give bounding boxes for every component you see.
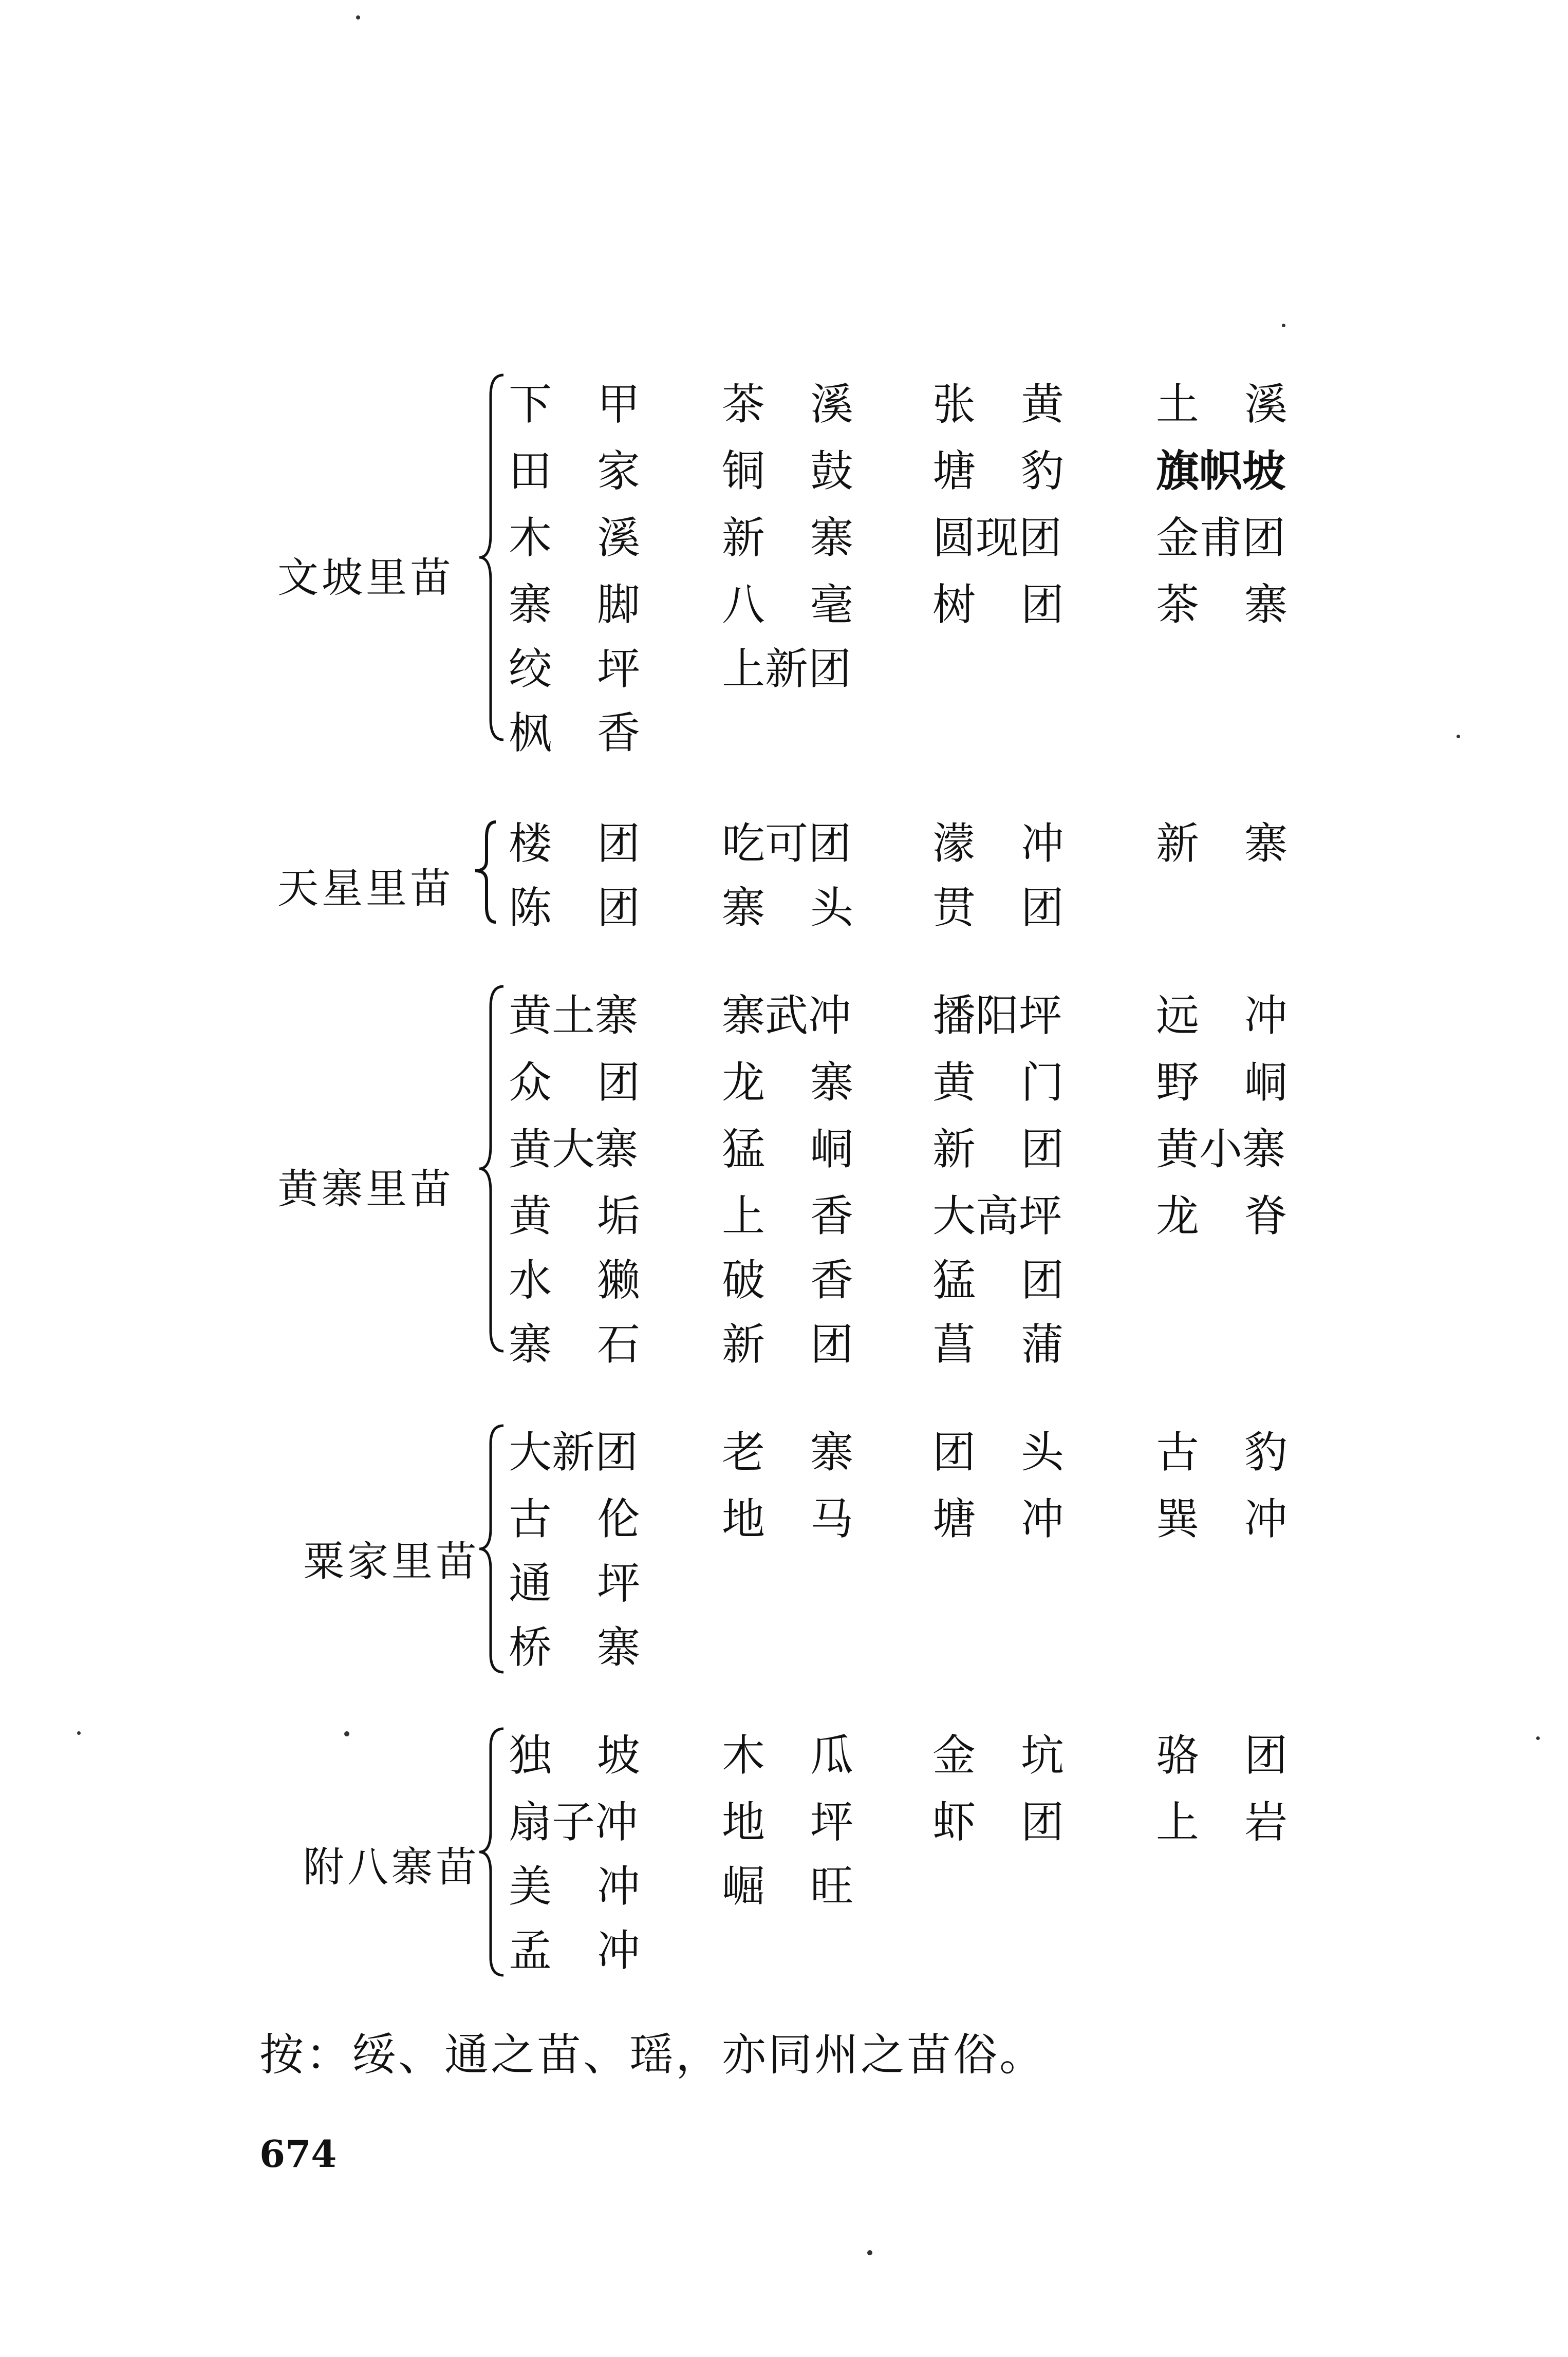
- place-name: 地马: [722, 1494, 899, 1544]
- table-row: [0, 437, 1568, 503]
- place-name: 龙脊: [1156, 1191, 1333, 1241]
- group-label: 天星里苗: [277, 865, 454, 912]
- place-name: 塘冲: [932, 1494, 1110, 1544]
- place-name: 破香: [722, 1255, 899, 1305]
- place-name: 众团: [509, 1057, 686, 1108]
- table-row: [0, 634, 1568, 701]
- place-name: 龙寨: [722, 1057, 899, 1108]
- place-name: 美冲: [509, 1861, 686, 1912]
- table-row: [0, 1788, 1568, 1855]
- place-name: 大新团: [509, 1427, 639, 1477]
- place-name: 八毫: [722, 579, 899, 630]
- place-name: 铜鼓: [722, 446, 899, 496]
- table-row: [0, 873, 1568, 940]
- place-name: 贯团: [932, 883, 1110, 933]
- group-fubazhai: [0, 1718, 1568, 1996]
- place-name: 吃可团: [722, 818, 852, 869]
- place-name: 猛团: [932, 1255, 1110, 1305]
- table-row: [0, 1852, 1568, 1919]
- place-name: 菖蒲: [932, 1319, 1110, 1370]
- table-row: [0, 1418, 1568, 1485]
- place-name: 上香: [722, 1191, 899, 1241]
- place-name: 古豹: [1156, 1427, 1333, 1477]
- place-name: 新团: [722, 1319, 899, 1370]
- table-row: [0, 570, 1568, 637]
- scan-speck: [77, 1731, 81, 1735]
- place-name: 陈团: [509, 883, 686, 933]
- place-name: 新寨: [1156, 818, 1333, 869]
- scan-speck: [344, 1731, 349, 1736]
- place-name: 田家: [509, 446, 686, 496]
- place-name: 楼团: [509, 818, 686, 869]
- place-name: 巽冲: [1156, 1494, 1333, 1544]
- table-row: [0, 1485, 1568, 1551]
- place-name: 寨武冲: [722, 990, 852, 1041]
- place-name: 寨石: [509, 1319, 686, 1370]
- place-name: 塘豹: [932, 446, 1110, 496]
- table-row: [0, 1182, 1568, 1248]
- place-name: 黄土寨: [509, 990, 639, 1041]
- place-name: 上岩: [1156, 1797, 1333, 1847]
- place-name: 桥寨: [509, 1622, 686, 1673]
- table-row: [0, 503, 1568, 570]
- group-label: 黄寨里苗: [277, 1165, 454, 1213]
- table-row: [0, 370, 1568, 437]
- place-name: 崛旺: [722, 1861, 899, 1912]
- place-name: 黄大寨: [509, 1124, 639, 1174]
- place-name: 古伦: [509, 1494, 686, 1544]
- place-name: 树团: [932, 579, 1110, 630]
- place-name: 木溪: [509, 513, 686, 563]
- group-sujia: [0, 1415, 1568, 1693]
- place-name: 茶寨: [1156, 579, 1333, 630]
- place-name: 土溪: [1156, 379, 1333, 429]
- place-name: 下甲: [509, 379, 686, 429]
- page-number: 674: [259, 2132, 337, 2176]
- place-name: 黄小寨: [1156, 1124, 1286, 1174]
- place-name: 骆团: [1156, 1730, 1333, 1781]
- table-row: [0, 1246, 1568, 1313]
- place-name: 寨头: [722, 883, 899, 933]
- table-row: [0, 1048, 1568, 1115]
- table-row: [0, 1549, 1568, 1616]
- place-name: 大高坪: [932, 1191, 1062, 1241]
- place-name: 旗帜坡: [1156, 445, 1286, 496]
- place-name: 绞坪: [509, 644, 686, 694]
- place-name: 地坪: [722, 1797, 899, 1847]
- group-label: 文坡里苗: [277, 554, 454, 602]
- place-name: 虾团: [932, 1797, 1110, 1847]
- place-name: 猛峒: [722, 1124, 899, 1174]
- place-name: 孟冲: [509, 1925, 686, 1976]
- place-name: 木瓜: [722, 1730, 899, 1781]
- scan-speck: [1282, 324, 1285, 327]
- note-text: 按：绥、通之苗、瑶，亦同州之苗俗。: [259, 2029, 1046, 2081]
- place-name: 独坡: [509, 1730, 686, 1781]
- place-name: 新团: [932, 1124, 1110, 1174]
- place-name: 团头: [932, 1427, 1110, 1477]
- scan-speck: [867, 2250, 872, 2255]
- place-name: 扇子冲: [509, 1797, 639, 1847]
- scan-speck: [356, 15, 360, 20]
- place-name: 通坪: [509, 1558, 686, 1608]
- place-name: 黄垢: [509, 1191, 686, 1241]
- place-name: 茶溪: [722, 379, 899, 429]
- place-name: 水獭: [509, 1255, 686, 1305]
- place-name: 寨脚: [509, 579, 686, 630]
- group-wenpo: [0, 365, 1568, 776]
- table-row: [0, 1916, 1568, 1983]
- table-row: [0, 809, 1568, 876]
- group-label: 附八寨苗: [303, 1843, 480, 1891]
- place-name: 金甫团: [1156, 513, 1286, 563]
- place-name: 圆现团: [932, 513, 1062, 563]
- place-name: 金坑: [932, 1730, 1110, 1781]
- table-row: [0, 699, 1568, 765]
- scan-speck: [1536, 1736, 1540, 1740]
- place-name: 上新团: [722, 644, 852, 694]
- place-name: 黄门: [932, 1057, 1110, 1108]
- table-row: [0, 981, 1568, 1048]
- group-label: 粟家里苗: [303, 1538, 480, 1585]
- place-name: 枫香: [509, 708, 686, 758]
- place-name: 新寨: [722, 513, 899, 563]
- scan-speck: [1457, 735, 1460, 738]
- place-name: 濛冲: [932, 818, 1110, 869]
- place-name: 老寨: [722, 1427, 899, 1477]
- table-row: [0, 1310, 1568, 1377]
- group-huangzhai: [0, 976, 1568, 1387]
- table-row: [0, 1721, 1568, 1788]
- place-name: 远冲: [1156, 990, 1333, 1041]
- place-name: 播阳坪: [932, 990, 1062, 1041]
- table-row: [0, 1115, 1568, 1182]
- place-name: 野峒: [1156, 1057, 1333, 1108]
- table-row: [0, 1613, 1568, 1680]
- group-tianxing: [0, 807, 1568, 950]
- place-name: 张黄: [932, 379, 1110, 429]
